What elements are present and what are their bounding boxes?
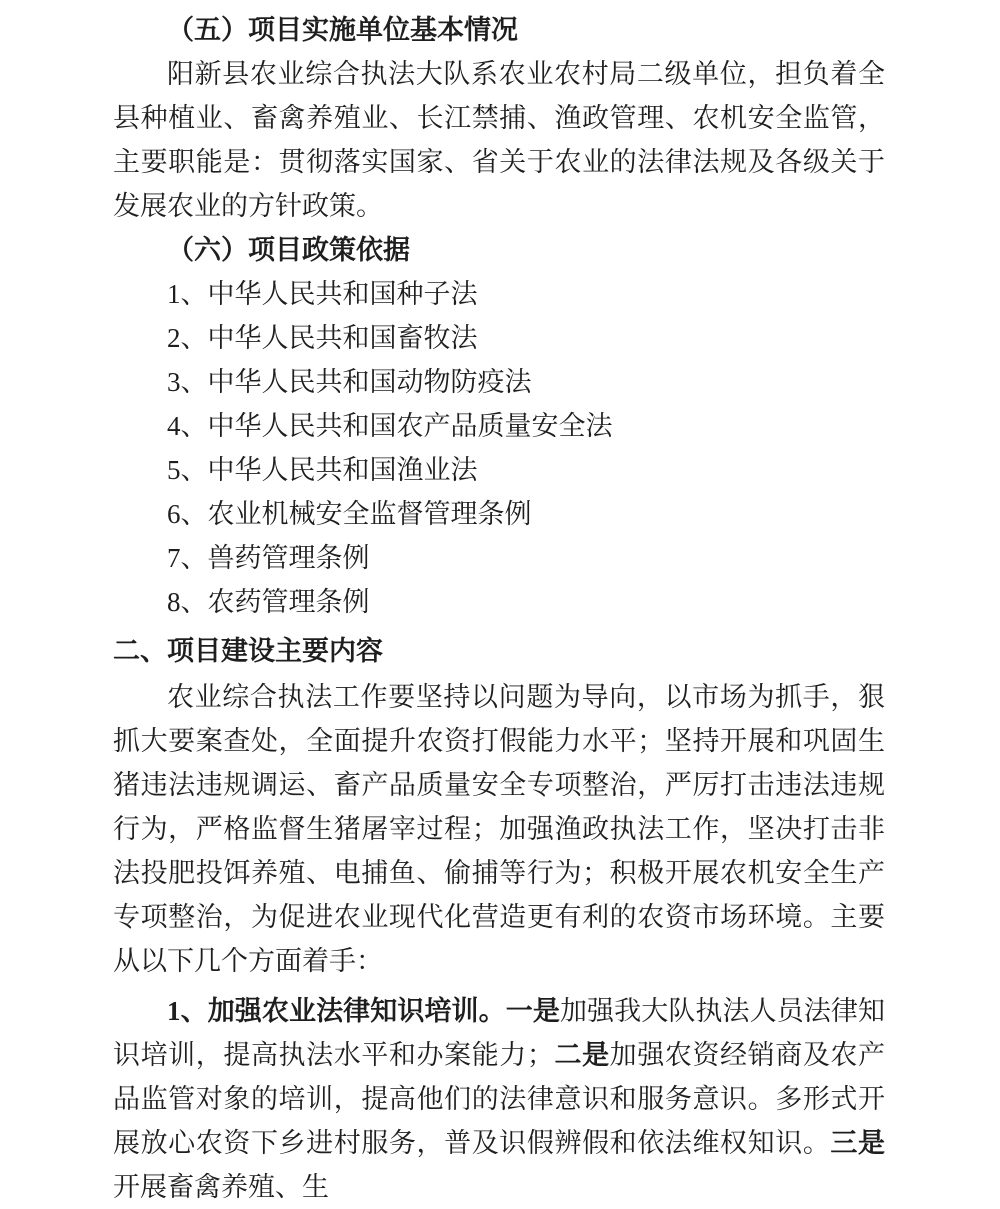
text-run: 1、中华人民共和国种子法 xyxy=(167,279,478,309)
text-run: 5、中华人民共和国渔业法 xyxy=(167,455,478,485)
policy-item-4 xyxy=(113,404,885,448)
section-heading-5 xyxy=(113,8,885,52)
section-heading-6 xyxy=(113,228,885,272)
text-run: 开展畜禽养殖、生 xyxy=(113,1172,329,1202)
bold-text-run: 一是 xyxy=(505,996,560,1026)
text-run: 加强农资经销商及农产品监管对象的培训，提高他们的法律意识和服务意识。多形式开展放心农资下乡进村服务，普及识假辨假和依法维权知识。 xyxy=(113,1040,886,1158)
policy-item-6 xyxy=(113,492,885,536)
bold-text-run: 1、加强农业法律知识培训。 xyxy=(167,996,506,1026)
text-run: 加强我大队执法人员法律知识培训，提高执法水平和办案能力； xyxy=(113,996,886,1070)
text-run: 农业综合执法工作要坚持以问题为导向，以市场为抓手，狠抓大要案查处，全面提升农资打假能力水平；坚持开展和巩固生猪违法违规调运、畜产品质量安全专项整治，严厉打击违法违规行为，严格监督生猪屠宰过程；加强渔政执法工作，坚决打击非法投肥投饵养殖、电捕鱼、偷捕等行为；积极开展农机安全生产专项整治，为促进农业现代化营造更有利的农资市场环境。主要从以下几个方面着手： xyxy=(113,682,885,976)
bold-text-run: （六）项目政策依据 xyxy=(167,235,410,265)
text-run: 2、中华人民共和国畜牧法 xyxy=(167,323,478,353)
policy-item-8 xyxy=(113,580,885,624)
policy-item-1 xyxy=(113,272,885,316)
bold-text-run: 三是 xyxy=(830,1128,885,1158)
text-run: 3、中华人民共和国动物防疫法 xyxy=(167,367,532,397)
policy-item-5 xyxy=(113,448,885,492)
text-run: 阳新县农业综合执法大队系农业农村局二级单位，担负着全县种植业、畜禽养殖业、长江禁捕、渔政管理、农机安全监管，主要职能是：贯彻落实国家、省关于农业的法律法规及各级关于发展农业的方针政策。 xyxy=(113,59,885,221)
document-body xyxy=(113,8,885,1209)
policy-item-7 xyxy=(113,536,885,580)
paragraph-unit-overview xyxy=(113,52,885,228)
text-run: 8、农药管理条例 xyxy=(167,587,370,617)
bold-text-run: 二、项目建设主要内容 xyxy=(113,636,383,666)
paragraph-main-content xyxy=(113,675,885,983)
bold-text-run: 二是 xyxy=(553,1040,610,1070)
text-run: 6、农业机械安全监督管理条例 xyxy=(167,499,532,529)
bold-text-run: （五）项目实施单位基本情况 xyxy=(167,15,518,45)
text-run: 4、中华人民共和国农产品质量安全法 xyxy=(167,411,613,441)
chapter-heading-2 xyxy=(113,629,885,673)
policy-item-3 xyxy=(113,360,885,404)
text-run: 7、兽药管理条例 xyxy=(167,543,370,573)
paragraph-training xyxy=(113,989,885,1209)
policy-item-2 xyxy=(113,316,885,360)
